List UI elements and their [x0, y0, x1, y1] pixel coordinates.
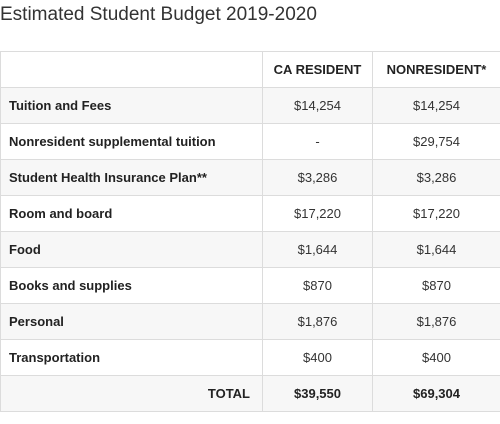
table-row	[1, 268, 500, 304]
row-label: Tuition and Fees	[1, 88, 263, 124]
budget-table	[0, 51, 500, 412]
ca-resident-value: $400	[263, 340, 373, 376]
total-nonresident-value: $69,304	[373, 376, 500, 412]
table-row	[1, 340, 500, 376]
nonresident-value: $29,754	[373, 124, 500, 160]
table-row	[1, 232, 500, 268]
ca-resident-value: $3,286	[263, 160, 373, 196]
ca-resident-value: $14,254	[263, 88, 373, 124]
table-row	[1, 88, 500, 124]
row-label: Books and supplies	[1, 268, 263, 304]
header-cell-ca-resident: CA RESIDENT	[263, 52, 373, 88]
total-label: TOTAL	[1, 376, 263, 412]
nonresident-value: $3,286	[373, 160, 500, 196]
header-cell-nonresident: NONRESIDENT*	[373, 52, 500, 88]
nonresident-value: $400	[373, 340, 500, 376]
ca-resident-value: $1,876	[263, 304, 373, 340]
ca-resident-value: $17,220	[263, 196, 373, 232]
table-row	[1, 160, 500, 196]
ca-resident-value: -	[263, 124, 373, 160]
table-row	[1, 124, 500, 160]
table-row	[1, 196, 500, 232]
row-label: Student Health Insurance Plan**	[1, 160, 263, 196]
nonresident-value: $17,220	[373, 196, 500, 232]
table-row	[1, 304, 500, 340]
total-row	[1, 376, 500, 412]
total-ca-resident-value: $39,550	[263, 376, 373, 412]
nonresident-value: $870	[373, 268, 500, 304]
nonresident-value: $14,254	[373, 88, 500, 124]
ca-resident-value: $1,644	[263, 232, 373, 268]
row-label: Food	[1, 232, 263, 268]
row-label: Personal	[1, 304, 263, 340]
page-title: Estimated Student Budget 2019-2020	[0, 4, 317, 25]
header-cell-blank	[1, 52, 263, 88]
row-label: Nonresident supplemental tuition	[1, 124, 263, 160]
table-header-row	[1, 52, 500, 88]
nonresident-value: $1,876	[373, 304, 500, 340]
ca-resident-value: $870	[263, 268, 373, 304]
nonresident-value: $1,644	[373, 232, 500, 268]
row-label: Transportation	[1, 340, 263, 376]
row-label: Room and board	[1, 196, 263, 232]
